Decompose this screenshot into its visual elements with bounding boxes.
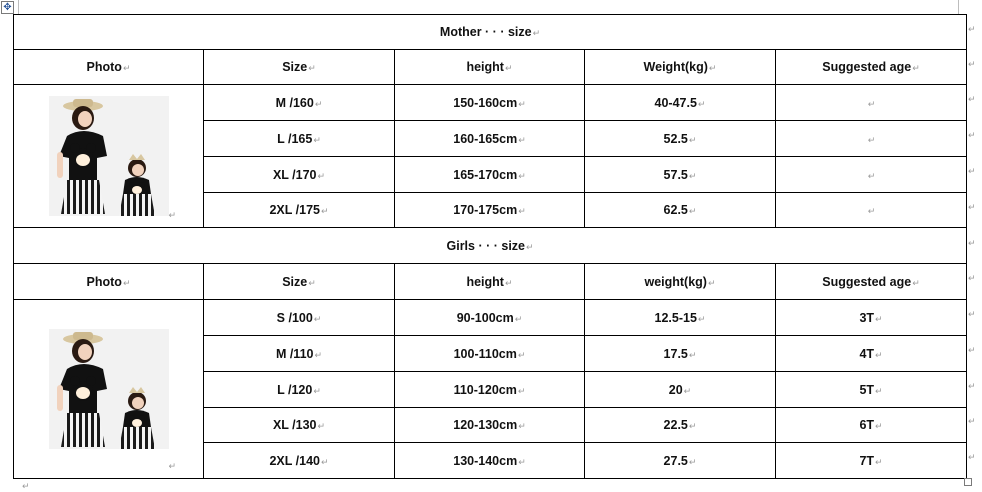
- row-end-mark: ↵: [968, 345, 976, 355]
- girls-size-cell: XL /130↵: [204, 408, 395, 443]
- girls-size-cell: 2XL /140↵: [204, 443, 395, 479]
- girls-header-row: [14, 264, 967, 300]
- mother-header-age: Suggested age↵: [776, 50, 967, 85]
- table-row: [14, 85, 967, 121]
- mother-height-cell: 170-175cm↵: [395, 193, 585, 228]
- mother-age-cell: ↵: [776, 193, 967, 228]
- girls-weight-cell: 17.5↵: [585, 336, 776, 372]
- row-end-mark: ↵: [968, 273, 976, 283]
- girls-header-size: Size↵: [204, 264, 395, 300]
- girls-size-cell: L /120↵: [204, 372, 395, 408]
- row-end-mark: ↵: [968, 130, 976, 140]
- mother-size-cell: 2XL /175↵: [204, 193, 395, 228]
- girls-size-cell: M /110↵: [204, 336, 395, 372]
- paragraph-mark: ↵: [22, 481, 30, 491]
- mother-section-title: Mother · · · size↵: [14, 15, 967, 50]
- girls-height-cell: 110-120cm↵: [395, 372, 585, 408]
- girls-header-age: Suggested age↵: [776, 264, 967, 300]
- table-resize-handle[interactable]: [964, 478, 972, 486]
- mother-size-cell: XL /170↵: [204, 157, 395, 193]
- mother-header-height: height↵: [395, 50, 585, 85]
- page-corner-mark-right: [958, 0, 959, 14]
- girls-weight-cell: 22.5↵: [585, 408, 776, 443]
- mother-height-cell: 160-165cm↵: [395, 121, 585, 157]
- mother-header-row: [14, 50, 967, 85]
- mother-header-size: Size↵: [204, 50, 395, 85]
- girls-header-photo: Photo↵: [14, 264, 204, 300]
- girls-height-cell: 130-140cm↵: [395, 443, 585, 479]
- row-end-mark: ↵: [968, 59, 976, 69]
- girls-height-cell: 120-130cm↵: [395, 408, 585, 443]
- mother-height-cell: 150-160cm↵: [395, 85, 585, 121]
- mother-daughter-photo: [49, 329, 169, 449]
- row-end-mark: ↵: [968, 238, 976, 248]
- row-end-mark: ↵: [968, 452, 976, 462]
- mother-age-cell: ↵: [776, 121, 967, 157]
- girls-age-cell: 7T↵: [776, 443, 967, 479]
- girls-section-title: Girls · · · size↵: [14, 228, 967, 264]
- mother-height-cell: 165-170cm↵: [395, 157, 585, 193]
- girls-age-cell: 6T↵: [776, 408, 967, 443]
- girls-weight-cell: 12.5-15↵: [585, 300, 776, 336]
- mother-header-photo: Photo↵: [14, 50, 204, 85]
- girls-height-cell: 100-110cm↵: [395, 336, 585, 372]
- girls-height-cell: 90-100cm↵: [395, 300, 585, 336]
- table-row: [14, 300, 967, 336]
- mother-size-cell: L /165↵: [204, 121, 395, 157]
- girls-age-cell: 5T↵: [776, 372, 967, 408]
- girls-weight-cell: 27.5↵: [585, 443, 776, 479]
- page-corner-mark: [18, 0, 19, 14]
- girls-age-cell: 4T↵: [776, 336, 967, 372]
- row-end-mark: ↵: [968, 166, 976, 176]
- girls-header-weight: weight(kg)↵: [585, 264, 776, 300]
- row-end-mark: ↵: [968, 416, 976, 426]
- mother-age-cell: ↵: [776, 157, 967, 193]
- mother-header-weight: Weight(kg)↵: [585, 50, 776, 85]
- row-end-mark: ↵: [968, 202, 976, 212]
- mother-daughter-photo: [49, 96, 169, 216]
- mother-weight-cell: 40-47.5↵: [585, 85, 776, 121]
- girls-size-cell: S /100↵: [204, 300, 395, 336]
- end-of-row-marks: [966, 14, 980, 478]
- mother-photo-cell: ↵: [14, 85, 204, 228]
- girls-age-cell: 3T↵: [776, 300, 967, 336]
- mother-title-row: [14, 15, 967, 50]
- row-end-mark: ↵: [968, 94, 976, 104]
- row-end-mark: ↵: [968, 24, 976, 34]
- row-end-mark: ↵: [968, 381, 976, 391]
- mother-weight-cell: 52.5↵: [585, 121, 776, 157]
- table-move-handle-icon[interactable]: ✥: [1, 1, 14, 14]
- size-chart-table: [13, 14, 967, 479]
- mother-weight-cell: 62.5↵: [585, 193, 776, 228]
- girls-header-height: height↵: [395, 264, 585, 300]
- row-end-mark: ↵: [968, 309, 976, 319]
- girls-title-row: [14, 228, 967, 264]
- mother-weight-cell: 57.5↵: [585, 157, 776, 193]
- girls-photo-cell: ↵: [14, 300, 204, 479]
- girls-weight-cell: 20↵: [585, 372, 776, 408]
- mother-age-cell: ↵: [776, 85, 967, 121]
- mother-size-cell: M /160↵: [204, 85, 395, 121]
